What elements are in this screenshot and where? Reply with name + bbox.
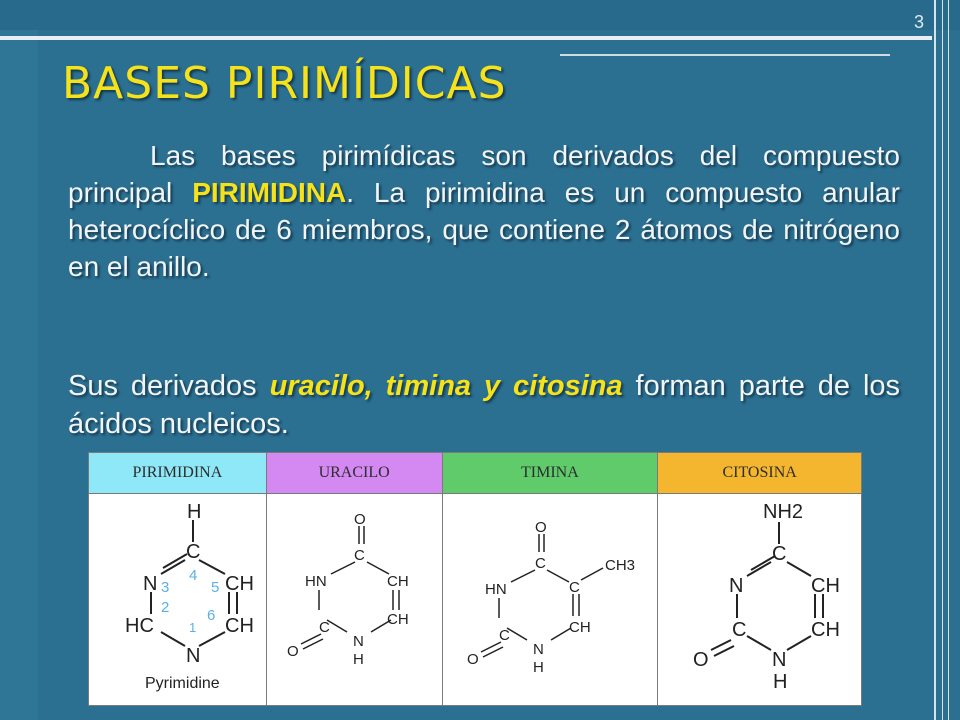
atom-label: N (186, 645, 201, 667)
ring-number: 2 (161, 599, 170, 616)
top-divider-line (0, 36, 932, 40)
header-pirimidina: PIRIMIDINA (89, 453, 267, 494)
cell-pyrimidine-structure (89, 494, 267, 706)
slide-title: BASES PIRIMÍDICAS (62, 58, 507, 109)
top-bar (0, 0, 960, 30)
cytosine-structure (659, 494, 861, 700)
paragraph-text: Sus derivados (68, 370, 270, 402)
cell-cytosine-structure (658, 494, 862, 706)
table-structure-row (89, 494, 862, 706)
header-timina: TIMINA (442, 453, 658, 494)
top-accent-line (560, 54, 890, 56)
atom-label: CH (225, 615, 255, 637)
atom-label: NH2 (762, 501, 803, 523)
atom-label: H (353, 651, 364, 668)
atom-label: O (466, 651, 479, 668)
paragraph-derivatives (68, 367, 900, 443)
structure-caption: Pyrimidine (145, 675, 221, 692)
thymine-structure (443, 494, 657, 700)
atom-label: O (692, 649, 709, 671)
highlight-derivatives: uracilo, timina y citosina (269, 370, 623, 402)
atom-label: CH (810, 619, 840, 641)
atom-label: H (532, 659, 544, 676)
header-citosina: CITOSINA (658, 453, 862, 494)
uracil-structure (267, 494, 441, 700)
atom-label: CH (225, 573, 255, 595)
atom-label: C (498, 627, 510, 644)
atom-label: C (771, 543, 787, 565)
atom-label: O (534, 519, 547, 536)
right-vertical-line (942, 0, 943, 720)
atom-label: HN (305, 573, 327, 590)
ring-number: 4 (189, 567, 198, 584)
atom-label: C (568, 579, 580, 596)
atom-label: H (772, 671, 788, 693)
header-uracilo: URACILO (266, 453, 442, 494)
cell-uracil-structure (266, 494, 442, 706)
atom-label: C (534, 555, 546, 572)
atom-label: HC (125, 615, 155, 637)
atom-label: H (187, 501, 202, 523)
atom-label: C (731, 619, 747, 641)
atom-label: O (354, 511, 366, 528)
atom-label: N (143, 573, 158, 595)
atom-label: CH (387, 611, 409, 628)
atom-label: N (771, 649, 787, 671)
table-header-row (89, 453, 862, 494)
atom-label: CH (568, 619, 591, 636)
atom-label: C (354, 547, 365, 564)
paragraph-pyrimidine (68, 137, 900, 285)
left-strip (0, 30, 38, 720)
slide-number: 3 (914, 12, 925, 32)
paragraph-text: forman parte de los ácidos nucleicos. (68, 370, 901, 440)
paragraph-text: . La pirimidina es un compuesto anular heterocíclico de 6 miembros, que contiene 2 átomos de nitrógeno en el anillo. (68, 177, 900, 282)
right-vertical-line (934, 0, 936, 720)
atom-label: O (287, 643, 299, 660)
atom-label: CH3 (604, 557, 635, 574)
atom-label: CH (810, 575, 840, 597)
cell-thymine-structure (442, 494, 658, 706)
ring-number: 6 (207, 607, 216, 624)
pyrimidine-structure (89, 494, 265, 700)
atom-label: N (353, 633, 364, 650)
atom-label: C (319, 619, 330, 636)
paragraph-text: Las bases pirimídicas son derivados del compuesto principal (68, 140, 900, 208)
atom-label: C (186, 541, 201, 563)
atom-label: N (728, 575, 744, 597)
right-vertical-line (948, 0, 949, 720)
highlight-pirimidina: PIRIMIDINA (192, 177, 347, 208)
ring-number: 1 (189, 620, 197, 635)
atom-label: N (532, 641, 544, 658)
ring-number: 5 (211, 579, 220, 596)
atom-label: CH (387, 573, 409, 590)
atom-label: HN (484, 581, 507, 598)
pyrimidine-bases-table (88, 452, 862, 706)
ring-number: 3 (161, 579, 170, 596)
